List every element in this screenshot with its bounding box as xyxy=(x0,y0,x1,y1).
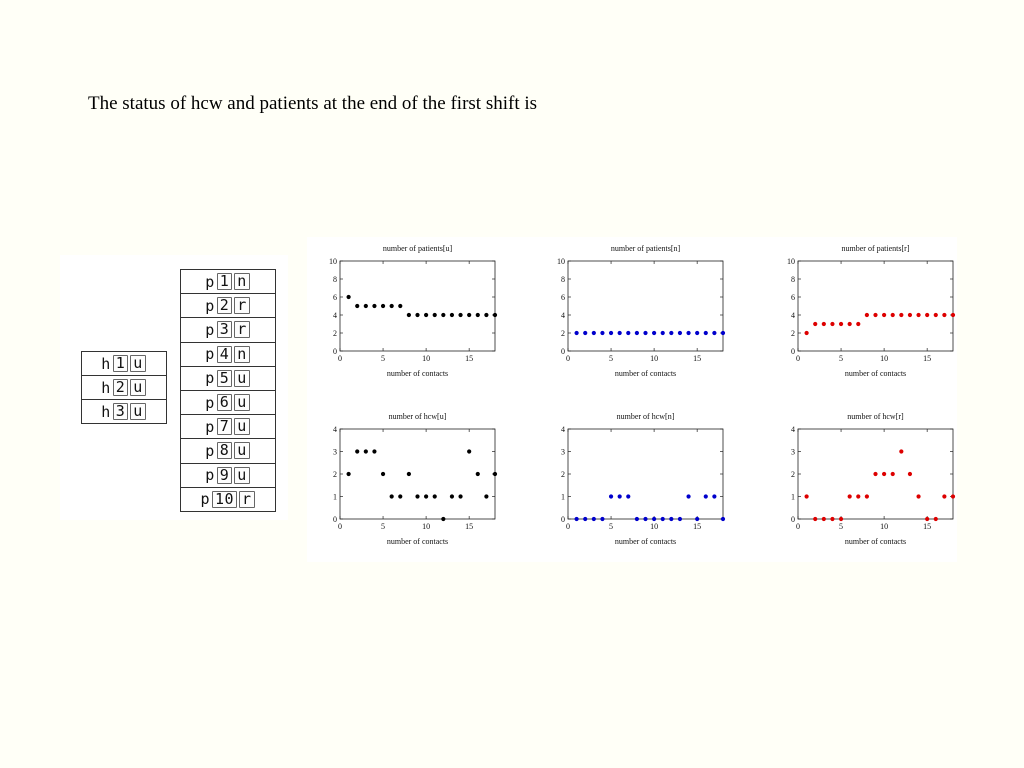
data-point xyxy=(592,331,596,335)
y-tick-label: 4 xyxy=(333,425,337,434)
label-symbol: p xyxy=(205,466,215,485)
data-point xyxy=(882,313,886,317)
data-point xyxy=(458,494,462,498)
data-point xyxy=(575,331,579,335)
x-tick-label: 15 xyxy=(465,354,474,363)
data-point xyxy=(813,322,817,326)
data-point xyxy=(450,494,454,498)
data-point xyxy=(450,313,454,317)
data-point xyxy=(381,472,385,476)
data-point xyxy=(721,517,725,521)
data-point xyxy=(678,331,682,335)
label-symbol: p xyxy=(205,296,215,315)
chart-svg xyxy=(555,239,725,389)
scatter-chart xyxy=(785,407,955,557)
x-tick-label: 0 xyxy=(796,354,800,363)
data-point xyxy=(398,494,402,498)
x-tick-label: 5 xyxy=(839,522,844,531)
data-point xyxy=(908,313,912,317)
y-tick-label: 6 xyxy=(333,293,337,302)
y-tick-label: 0 xyxy=(561,515,565,524)
y-tick-label: 2 xyxy=(561,329,565,338)
plot-frame xyxy=(568,261,723,351)
data-point xyxy=(916,313,920,317)
data-point xyxy=(626,331,630,335)
y-tick-label: 1 xyxy=(561,492,565,502)
x-tick-label: 0 xyxy=(796,522,800,531)
y-tick-label: 4 xyxy=(561,425,565,434)
chart-title: number of patients[u] xyxy=(382,244,453,253)
data-point xyxy=(347,295,351,299)
label-state: u xyxy=(234,467,250,484)
data-point xyxy=(695,331,699,335)
data-point xyxy=(830,517,834,521)
x-tick-label: 5 xyxy=(381,354,386,363)
label-index: 4 xyxy=(217,346,233,363)
label-symbol: p xyxy=(205,272,215,291)
chart-svg xyxy=(555,407,725,557)
data-point xyxy=(899,449,903,453)
data-point xyxy=(415,313,419,317)
data-point xyxy=(347,472,351,476)
data-point xyxy=(424,313,428,317)
patient-status-label xyxy=(180,269,276,294)
data-point xyxy=(661,331,665,335)
data-point xyxy=(652,331,656,335)
data-point xyxy=(721,331,725,335)
data-point xyxy=(925,313,929,317)
scatter-chart xyxy=(327,239,497,389)
y-tick-label: 1 xyxy=(791,492,795,502)
data-point xyxy=(865,494,869,498)
data-point xyxy=(695,517,699,521)
status-labels-panel xyxy=(60,255,288,520)
label-symbol: p xyxy=(205,417,215,436)
data-point xyxy=(848,494,852,498)
chart-title: number of hcw[r] xyxy=(847,412,904,421)
chart-svg xyxy=(785,407,955,557)
data-point xyxy=(822,322,826,326)
x-tick-label: 10 xyxy=(650,354,659,363)
y-tick-label: 3 xyxy=(791,447,795,457)
y-tick-label: 10 xyxy=(329,257,337,266)
label-index: 6 xyxy=(217,394,233,411)
data-point xyxy=(600,331,604,335)
y-tick-label: 2 xyxy=(791,470,795,479)
data-point xyxy=(441,313,445,317)
data-point xyxy=(813,517,817,521)
data-point xyxy=(856,494,860,498)
y-tick-label: 0 xyxy=(333,347,337,356)
chart-title: number of patients[n] xyxy=(610,244,681,253)
data-point xyxy=(364,304,368,308)
data-point xyxy=(458,313,462,317)
x-tick-label: 10 xyxy=(880,354,889,363)
data-point xyxy=(433,494,437,498)
label-symbol: h xyxy=(101,402,111,421)
data-point xyxy=(390,304,394,308)
chart-title: number of hcw[n] xyxy=(616,412,675,421)
hcw-status-table xyxy=(81,351,167,424)
data-point xyxy=(476,472,480,476)
x-tick-label: 10 xyxy=(650,522,659,531)
y-tick-label: 8 xyxy=(561,275,565,284)
data-point xyxy=(583,517,587,521)
data-point xyxy=(643,331,647,335)
data-point xyxy=(951,313,955,317)
hcw-status-label xyxy=(81,375,167,400)
y-tick-label: 0 xyxy=(791,347,795,356)
x-axis-label: number of contacts xyxy=(844,369,907,378)
chart-svg xyxy=(327,407,497,557)
plot-frame xyxy=(568,429,723,519)
patient-status-label xyxy=(180,414,276,439)
label-symbol: h xyxy=(101,354,111,373)
data-point xyxy=(364,449,368,453)
data-point xyxy=(916,494,920,498)
y-tick-label: 2 xyxy=(791,329,795,338)
data-point xyxy=(407,472,411,476)
label-state: n xyxy=(234,273,250,290)
x-axis-label: number of contacts xyxy=(614,537,677,546)
data-point xyxy=(669,517,673,521)
y-tick-label: 2 xyxy=(333,329,337,338)
data-point xyxy=(390,494,394,498)
label-index: 2 xyxy=(113,379,129,396)
x-tick-label: 0 xyxy=(338,522,342,531)
chart-title: number of patients[r] xyxy=(841,244,910,253)
data-point xyxy=(609,494,613,498)
label-index: 1 xyxy=(217,273,233,290)
data-point xyxy=(899,313,903,317)
data-point xyxy=(398,304,402,308)
label-state: u xyxy=(234,370,250,387)
data-point xyxy=(372,449,376,453)
label-state: r xyxy=(234,321,250,338)
data-point xyxy=(355,304,359,308)
data-point xyxy=(493,472,497,476)
data-point xyxy=(467,313,471,317)
label-state: u xyxy=(234,418,250,435)
label-state: r xyxy=(234,297,250,314)
x-tick-label: 5 xyxy=(609,354,614,363)
data-point xyxy=(805,494,809,498)
x-tick-label: 10 xyxy=(422,522,431,531)
data-point xyxy=(934,517,938,521)
x-tick-label: 0 xyxy=(338,354,342,363)
data-point xyxy=(678,517,682,521)
data-point xyxy=(704,331,708,335)
y-tick-label: 3 xyxy=(561,447,565,457)
patient-status-label xyxy=(180,317,276,342)
x-axis-label: number of contacts xyxy=(614,369,677,378)
label-index: 10 xyxy=(212,491,237,508)
y-tick-label: 4 xyxy=(333,311,337,320)
data-point xyxy=(583,331,587,335)
data-point xyxy=(618,494,622,498)
data-point xyxy=(661,517,665,521)
y-tick-label: 4 xyxy=(791,311,795,320)
data-point xyxy=(467,449,471,453)
label-symbol: p xyxy=(205,393,215,412)
label-symbol: p xyxy=(205,369,215,388)
y-tick-label: 4 xyxy=(561,311,565,320)
data-point xyxy=(424,494,428,498)
y-tick-label: 8 xyxy=(791,275,795,284)
scatter-chart xyxy=(555,407,725,557)
label-symbol: p xyxy=(205,345,215,364)
y-tick-label: 2 xyxy=(561,470,565,479)
x-tick-label: 0 xyxy=(566,522,570,531)
patient-status-label xyxy=(180,438,276,463)
data-point xyxy=(925,517,929,521)
data-point xyxy=(600,517,604,521)
data-point xyxy=(830,322,834,326)
data-point xyxy=(848,322,852,326)
label-index: 3 xyxy=(217,321,233,338)
y-tick-label: 4 xyxy=(791,425,795,434)
plot-frame xyxy=(798,261,953,351)
data-point xyxy=(493,313,497,317)
label-index: 1 xyxy=(113,355,129,372)
patient-status-label xyxy=(180,366,276,391)
plot-frame xyxy=(340,429,495,519)
x-axis-label: number of contacts xyxy=(844,537,907,546)
data-point xyxy=(712,331,716,335)
data-point xyxy=(865,313,869,317)
x-tick-label: 0 xyxy=(566,354,570,363)
label-index: 2 xyxy=(217,297,233,314)
data-point xyxy=(381,304,385,308)
y-tick-label: 8 xyxy=(333,275,337,284)
x-tick-label: 15 xyxy=(923,354,932,363)
label-index: 5 xyxy=(217,370,233,387)
label-state: r xyxy=(239,491,255,508)
data-point xyxy=(882,472,886,476)
y-tick-label: 2 xyxy=(333,470,337,479)
data-point xyxy=(635,517,639,521)
x-tick-label: 15 xyxy=(465,522,474,531)
data-point xyxy=(704,494,708,498)
label-state: u xyxy=(130,403,146,420)
x-tick-label: 15 xyxy=(693,522,702,531)
data-point xyxy=(652,517,656,521)
data-point xyxy=(643,517,647,521)
label-state: u xyxy=(130,379,146,396)
label-symbol: p xyxy=(205,320,215,339)
x-tick-label: 10 xyxy=(422,354,431,363)
data-point xyxy=(942,313,946,317)
data-point xyxy=(484,494,488,498)
hcw-status-label xyxy=(81,351,167,376)
y-tick-label: 0 xyxy=(791,515,795,524)
y-tick-label: 0 xyxy=(333,515,337,524)
data-point xyxy=(873,313,877,317)
label-index: 3 xyxy=(113,403,129,420)
label-state: u xyxy=(130,355,146,372)
x-tick-label: 5 xyxy=(839,354,844,363)
scatter-chart xyxy=(555,239,725,389)
y-tick-label: 10 xyxy=(787,257,795,266)
data-point xyxy=(407,313,411,317)
data-point xyxy=(592,517,596,521)
data-point xyxy=(873,472,877,476)
patient-status-label xyxy=(180,487,276,512)
y-tick-label: 10 xyxy=(557,257,565,266)
data-point xyxy=(415,494,419,498)
y-tick-label: 1 xyxy=(333,492,337,502)
data-point xyxy=(822,517,826,521)
charts-panel xyxy=(307,237,957,562)
data-point xyxy=(839,517,843,521)
data-point xyxy=(712,494,716,498)
data-point xyxy=(686,494,690,498)
scatter-chart xyxy=(327,407,497,557)
label-symbol: p xyxy=(200,490,210,509)
y-tick-label: 6 xyxy=(561,293,565,302)
label-index: 7 xyxy=(217,418,233,435)
data-point xyxy=(441,517,445,521)
data-point xyxy=(372,304,376,308)
data-point xyxy=(609,331,613,335)
patient-status-label xyxy=(180,463,276,488)
chart-svg xyxy=(785,239,955,389)
data-point xyxy=(355,449,359,453)
y-tick-label: 3 xyxy=(333,447,337,457)
data-point xyxy=(942,494,946,498)
label-index: 9 xyxy=(217,467,233,484)
data-point xyxy=(856,322,860,326)
x-tick-label: 5 xyxy=(609,522,614,531)
chart-title: number of hcw[u] xyxy=(388,412,447,421)
label-state: u xyxy=(234,442,250,459)
data-point xyxy=(476,313,480,317)
data-point xyxy=(669,331,673,335)
page-heading: The status of hcw and patients at the end of the first shift is xyxy=(88,93,538,114)
label-symbol: h xyxy=(101,378,111,397)
x-tick-label: 10 xyxy=(880,522,889,531)
chart-svg xyxy=(327,239,497,389)
data-point xyxy=(891,472,895,476)
x-tick-label: 5 xyxy=(381,522,386,531)
data-point xyxy=(433,313,437,317)
plot-frame xyxy=(340,261,495,351)
label-state: n xyxy=(234,346,250,363)
x-axis-label: number of contacts xyxy=(386,369,449,378)
data-point xyxy=(951,494,955,498)
data-point xyxy=(908,472,912,476)
patient-status-label xyxy=(180,342,276,367)
x-axis-label: number of contacts xyxy=(386,537,449,546)
y-tick-label: 0 xyxy=(561,347,565,356)
data-point xyxy=(805,331,809,335)
data-point xyxy=(484,313,488,317)
patient-status-label xyxy=(180,390,276,415)
x-tick-label: 15 xyxy=(693,354,702,363)
data-point xyxy=(626,494,630,498)
label-symbol: p xyxy=(205,441,215,460)
data-point xyxy=(575,517,579,521)
data-point xyxy=(635,331,639,335)
data-point xyxy=(686,331,690,335)
data-point xyxy=(618,331,622,335)
hcw-status-label xyxy=(81,399,167,424)
patient-status-label xyxy=(180,293,276,318)
y-tick-label: 6 xyxy=(791,293,795,302)
x-tick-label: 15 xyxy=(923,522,932,531)
scatter-chart xyxy=(785,239,955,389)
data-point xyxy=(891,313,895,317)
data-point xyxy=(934,313,938,317)
label-index: 8 xyxy=(217,442,233,459)
label-state: u xyxy=(234,394,250,411)
data-point xyxy=(839,322,843,326)
patient-status-table xyxy=(180,269,276,512)
